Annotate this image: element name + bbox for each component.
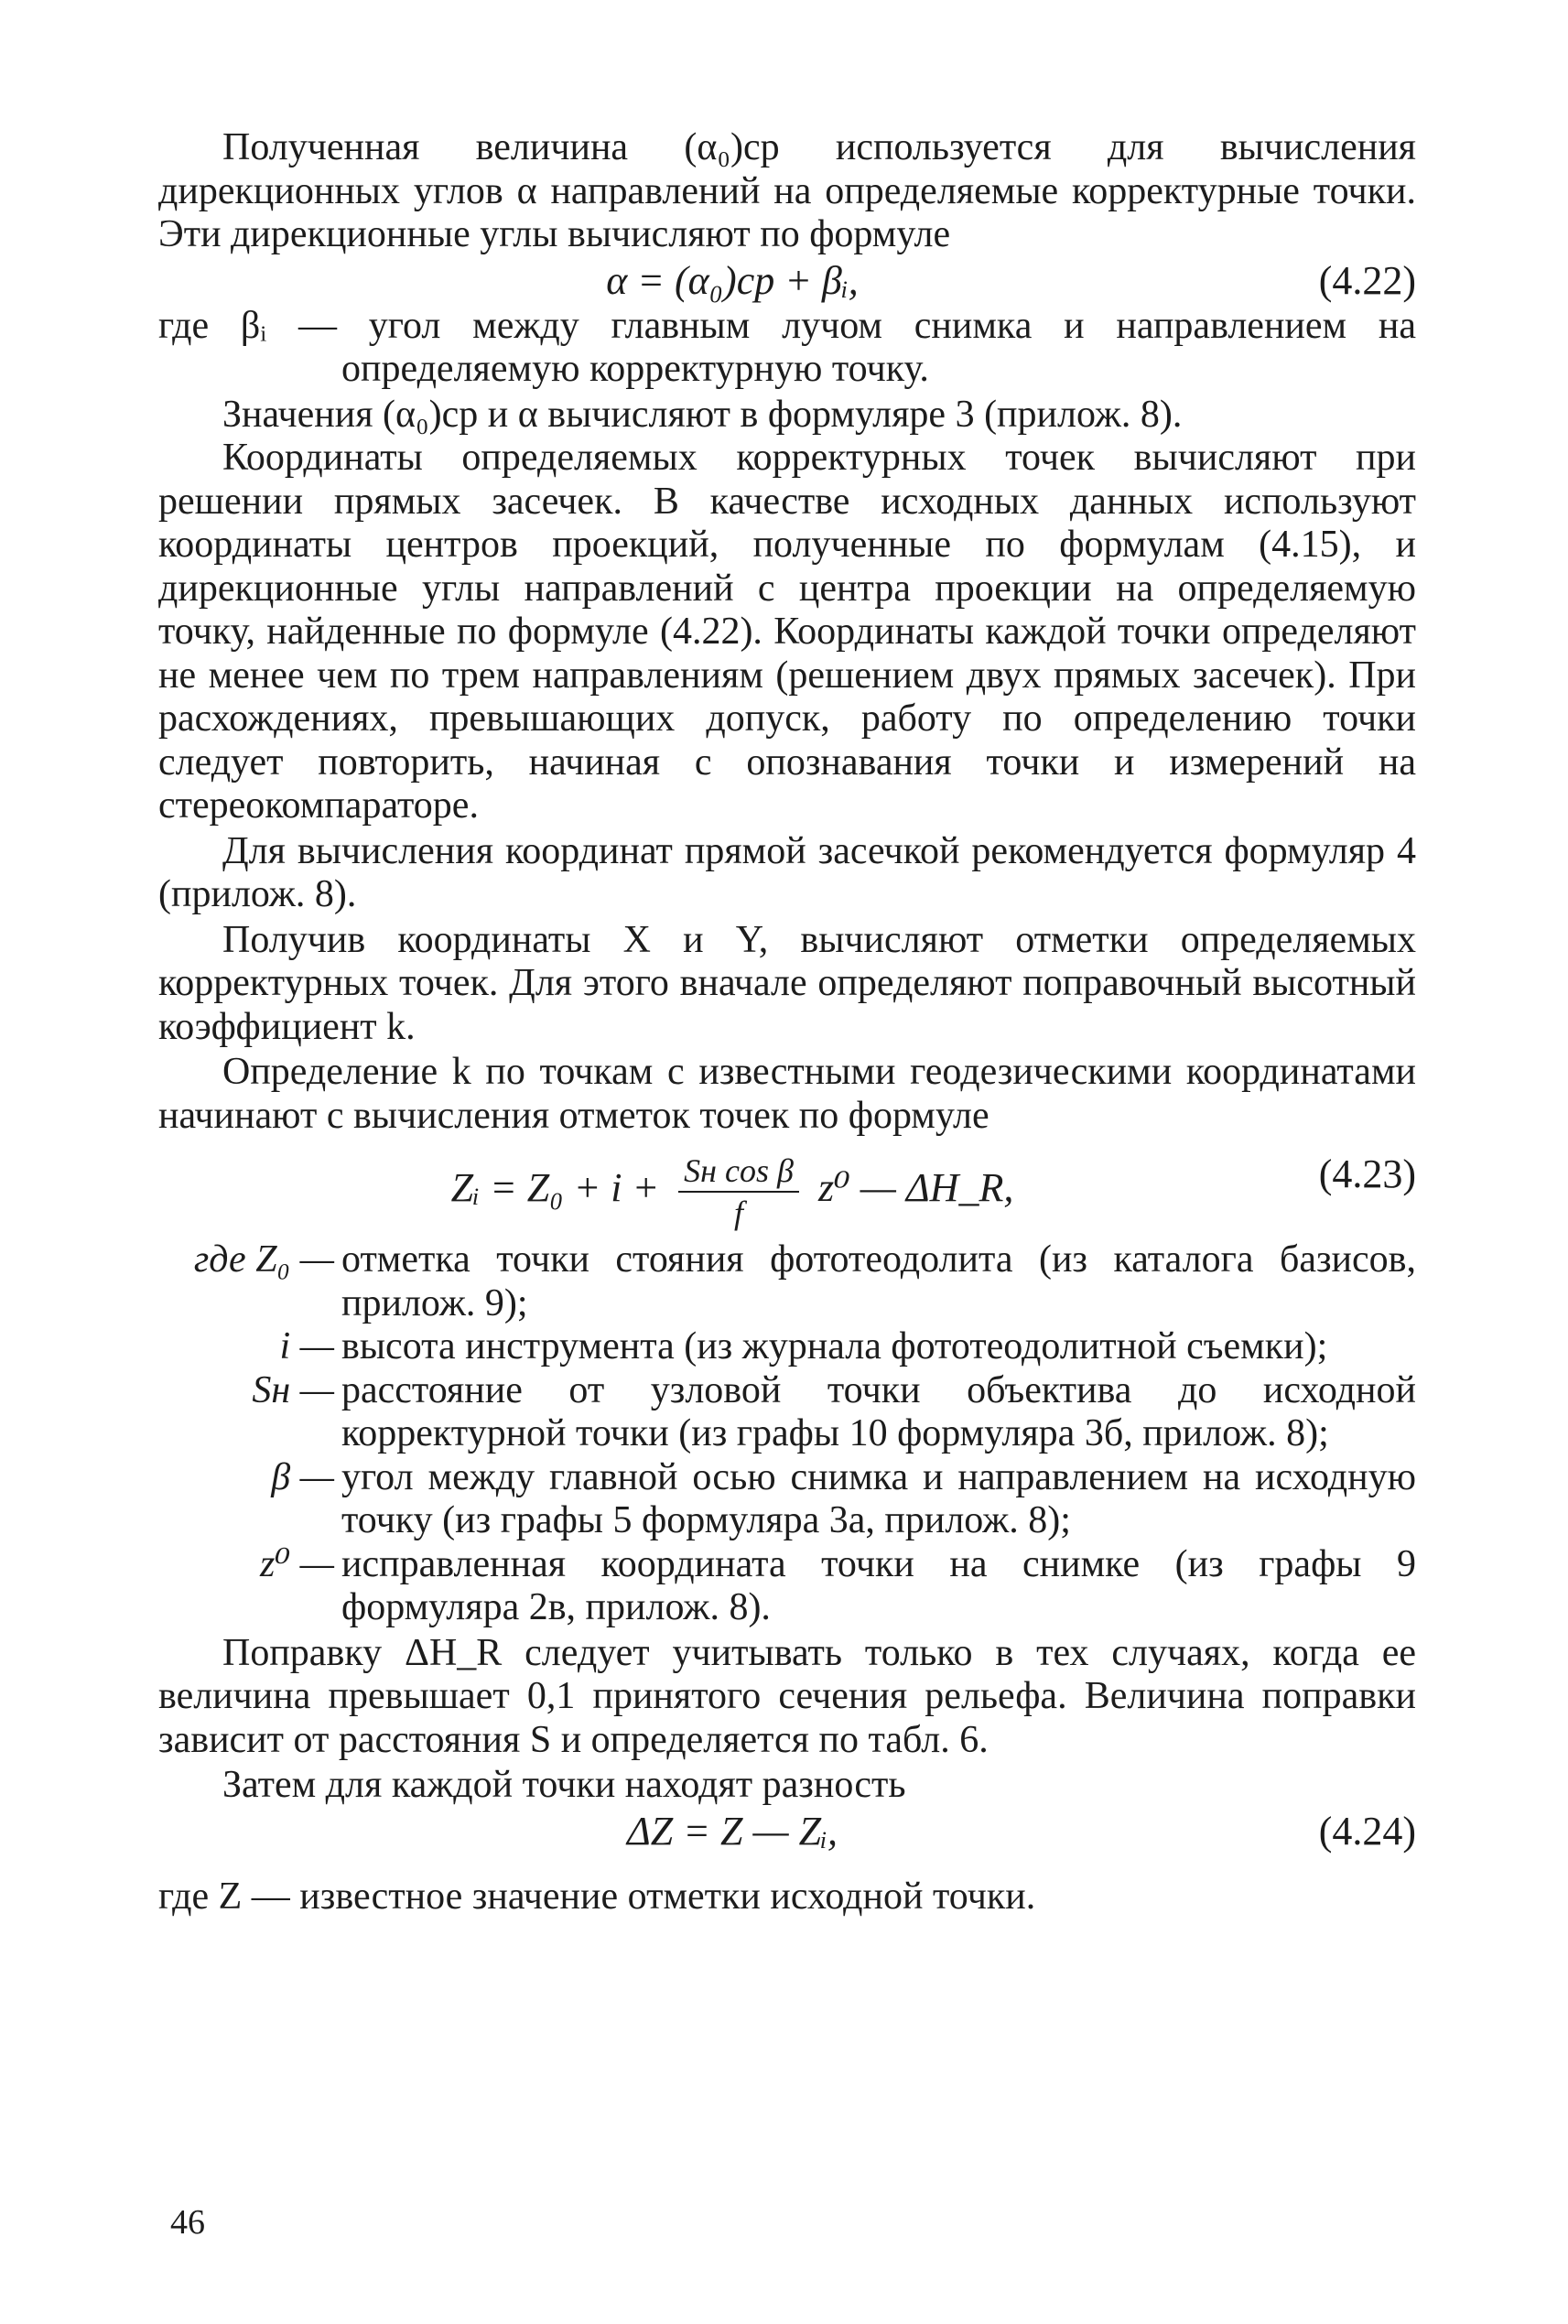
definition-text: угол между главной осью снимка и направлением на исходную точку (из графы 5 формуляра 3а, прилож. 8); bbox=[341, 1455, 1416, 1541]
paragraph-3: Координаты определяемых корректурных точек вычисляют при решении прямых засечек. В качестве исходных данных используют координаты центров проекций, полученные по формулам (4.15), и дирекционные углы направлений с центра проекции на определяемую точку, найденные по формуле (4.22). Координаты каждой точки определяют не менее чем по трем направлениям (решением двух прямых засечек). При расхождениях, превышающих допуск, работу по определению точки следует повторить, начиная с опознавания точки и измерений на стереокомпараторе. bbox=[158, 437, 1416, 827]
where-beta-text: угол между главным лучом снимка и направлением на определяемую корректурную точку. bbox=[341, 304, 1417, 390]
formula-4-22 bbox=[158, 257, 1416, 305]
text-column bbox=[158, 126, 1416, 1919]
formula-4-24-number: (4.24) bbox=[1318, 1808, 1416, 1854]
paragraph-8: Затем для каждой точки находят разность bbox=[222, 1764, 906, 1806]
paragraph-4: Для вычисления координат прямой засечкой рекомендуется формуляр 4 (прилож. 8). bbox=[158, 829, 1416, 915]
definition-symbol: z⁰ — bbox=[259, 1542, 334, 1585]
definition-symbol: где Z₀ — bbox=[193, 1238, 334, 1281]
definition-z0 bbox=[158, 1238, 1416, 1325]
definition-text: расстояние от узловой точки объектива до исходной корректурной точки (из графы 10 формуляра 3б, прилож. 8); bbox=[341, 1368, 1416, 1454]
where-beta-label: где βᵢ — bbox=[158, 304, 337, 347]
formula-4-23-right: z⁰ — ΔH_R, bbox=[817, 1165, 1014, 1211]
formula-4-23-number: (4.23) bbox=[1318, 1151, 1416, 1196]
definition-beta bbox=[158, 1456, 1416, 1543]
page-number: 46 bbox=[170, 2203, 205, 2242]
paragraph-1: Полученная величина (α₀)ср используется для вычисления дирекционных углов α направлений на определяемые корректурные точки. Эти дирекционные углы вычисляют по формуле bbox=[158, 126, 1416, 255]
definition-i bbox=[158, 1325, 1416, 1369]
formula-4-23-numerator: Sн cos β bbox=[678, 1152, 799, 1193]
definition-text: отметка точки стояния фототеодолита (из каталога базисов, прилож. 9); bbox=[341, 1238, 1416, 1324]
where-beta bbox=[158, 305, 1416, 392]
formula-4-24-expr: ΔZ = Z — Zᵢ, bbox=[626, 1808, 838, 1854]
formula-4-24 bbox=[158, 1808, 1416, 1855]
paragraph-9: где Z — известное значение отметки исходной точки. bbox=[158, 1875, 1036, 1918]
definition-symbol: Sн — bbox=[252, 1368, 334, 1411]
formula-4-23 bbox=[158, 1138, 1416, 1233]
definition-text: высота инструмента (из журнала фототеодолитной съемки); bbox=[341, 1325, 1328, 1367]
paragraph-5: Получив координаты X и Y, вычисляют отметки определяемых корректурных точек. Для этого вначале определяют поправочный высотный коэффициент k. bbox=[158, 918, 1416, 1048]
formula-4-22-number: (4.22) bbox=[1318, 257, 1416, 303]
paragraph-6: Определение k по точкам с известными геодезическими координатами начинают с вычисления отметок точек по формуле bbox=[158, 1051, 1416, 1137]
definition-symbol: i — bbox=[279, 1325, 334, 1367]
formula-4-23-left: Zᵢ = Z₀ + i + bbox=[450, 1165, 660, 1211]
paragraph-2: Значения (α₀)ср и α вычисляют в формуляре 3 (прилож. 8). bbox=[222, 393, 1183, 436]
definition-sn bbox=[158, 1369, 1416, 1456]
definition-z-zero bbox=[158, 1543, 1416, 1630]
definition-text: исправленная координата точки на снимке (из графы 9 формуляра 2в, прилож. 8). bbox=[341, 1542, 1416, 1628]
formula-4-22-expr: α = (α₀)ср + βᵢ, bbox=[606, 257, 859, 303]
definition-symbol: β — bbox=[271, 1455, 334, 1498]
formula-4-23-fraction bbox=[678, 1152, 799, 1231]
definitions-list bbox=[158, 1238, 1416, 1630]
formula-4-23-denominator: f bbox=[734, 1194, 744, 1231]
paragraph-7: Поправку ΔH_R следует учитывать только в тех случаях, когда ее величина превышает 0,1 принятого сечения рельефа. Величина поправки зависит от расстояния S и определяется по табл. 6. bbox=[158, 1631, 1416, 1761]
formula-4-23-expr bbox=[158, 1152, 1306, 1231]
